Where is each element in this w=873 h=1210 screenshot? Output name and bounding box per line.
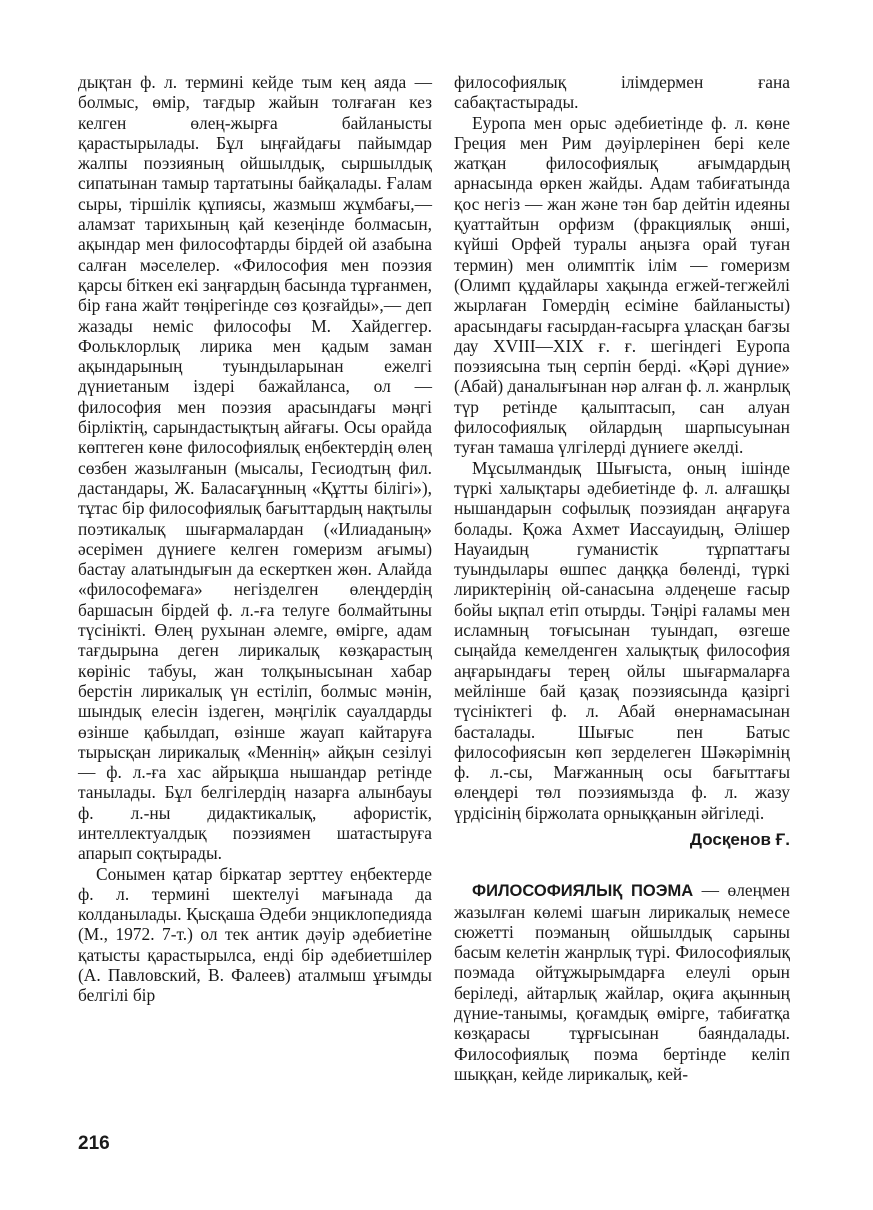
paragraph: Сонымен қатар біркатар зерттеу еңбектерде ф. л. термині шектелуі мағынада да колданылады. Қысқаша Әдеби энциклопедияда (М., 1972. 7-т.) ол тек антик дәуір әдебиетіне қатысты қарастырылса, енді бір әдебиетшілер (А. Павловский, В. Фалеев) аталмыш ұғымды белгілі бір	[78, 863, 432, 1006]
paragraph: философиялық ілімдермен ғана сабақтастырады.	[454, 72, 790, 113]
entry-text: — өлеңмен жазылған көлемі шағын лирикалық немесе сюжетті поэманың ойшылдық сарыны басым келетін жанрлық түрі. Философиялық поэмада ойтұжырымдарға елеулі орын беріледі, айтарлық жайлар, оқиға ақынның дүние-танымы, қоғамдық өмірге, табиғатқа көзқарасы тұрғысынан баяндалады. Философиялық поэма бертінде келіп шыққан, кейде лирикалық, кей-	[454, 880, 790, 1084]
paragraph: Еуропа мен орыс әдебиетінде ф. л. көне Греция мен Рим дәуірлерінен бері келе жатқан философиялық ағымдардың арнасында өркен жайды. Адам табиғатында қос негіз — жан және тән бар дейтін идеяны қуаттайтын орфизм (фракциялық әнші, күйші Орфей туралы аңызға орай туған термин) мен олимптік ілім — гомеризм (Олимп құдайлары хақында егжей-тегжейлі жырлаған Гомердің есіміне байланысты) арасындағы ғасырдан-ғасырға ұласқан бағзы дау XVIII—XIX ғ. ғ. шегіндегі Еуропа поэзиясына тың серпін берді. «Қәрі дүние» (Абай) даналығынан нәр алған ф. л. жанрлық түр ретінде қалыптасып, сан алуан философиялық ойлардың шарпысуынан туған тамаша үлгілерді дүниеге әкелді.	[454, 112, 790, 458]
page-number: 216	[78, 1133, 110, 1154]
dictionary-entry	[454, 880, 790, 1084]
left-column	[78, 72, 432, 1006]
paragraph: дықтан ф. л. термині кейде тым кең аяда — болмыс, өмір, тағдыр жайын толғаған кез келген өлең-жырға байланысты қарастырылады. Бұл ыңғайдағы пайымдар жалпы поэзияның ойшылдық, сыршылдық сипатынан тамыр тартатыны байқалады. Ғалам сыры, тіршілік құпиясы, жазмыш жұмбағы,— аламзат тарихының қай кезеңінде болмасын, ақындар мен философтарды бірдей ой азабына салған мәселелер. «Философия мен поэзия қарсы біткен екі заңғардың басында тұрғанмен, бір ғана жайт төңірегінде сөз қозғайды»,— деп жазады неміс философы М. Хайдеггер. Фольклорлық лирика мен қадым заман ақындарының туындыларынан ежелгі дүниетаным іздері бажайланса, ол — философия мен поэзия арасындағы мәңгі бірліктің, сарындастықтың айғағы. Осы орайда көптеген көне философиялық еңбектердің өлең сөзбен жазылғанын (мысалы, Гесиодтың фил. дастандары, Ж. Баласағұнның «Құтты білігі»), тұтас бір философиялық бағыттардың нақтылы поэтикалық шығармалардан («Илиаданың» әсерімен дүниеге келген гомеризм ағымы) бастау алатындығын да ескерткен жөн. Алайда «философемаға» негізделген өлеңдердің баршасын бірдей ф. л.-ға телуге болмайтыны түсінікті. Өлең рухынан әлемге, өмірге, адам тағдырына деген лирикалық көзқарастың көрініс табуы, жан толқынысынан хабар берстін лирикалық үн естіліп, болмыс мәнін, шындық елесін іздеген, мәңгілік сауалдарды өзінше қабылдап, өзінше жауап кайтаруға тырысқан лирикалық «Меннің» айқын сезілуі — ф. л.-ға хас айрықша нышандар ретінде танылады. Бұл белгілердің назарға алынбауы ф. л.-ны дидактикалық, афористік, интеллектуалдық поэзиямен шатастыруға апарып соқтырады.	[78, 72, 432, 864]
paragraph: Мұсылмандық Шығыста, оның ішінде түркі халықтары әдебиетінде ф. л. алғашқы нышандарын софылық поэзиядан аңғаруға болады. Қожа Ахмет Иассауидың, Әлішер Науаидың гуманистік тұрпаттағы туындылары өшпес даңққа бөленді, түркі лириктерінің ой-санасына әлдеңеше ғасыр бойы ықпал етіп отырды. Тәңірі ғаламы мен исламның тоғысынан туындап, өзгеше сыңайда кемелденген халықтық философия аңғарындағы терең ойлы шығармаларға мейлінше бай қазақ поэзиясында қазіргі түсініктегі ф. л. Абай өнернамасынан басталады. Шығыс пен Батыс философиясын көп зерделеген Шәкәрімнің ф. л.-сы, Мағжанның осы бағыттағы өлеңдері төл поэзиямызда ф. л. жазу үрдісінің біржолата орныққанын әйгіледі.	[454, 457, 790, 823]
entry-term: ФИЛОСОФИЯЛЫҚ ПОЭМА	[472, 882, 694, 901]
right-column	[454, 72, 790, 1084]
author-signature: Досқенов Ғ.	[689, 829, 790, 849]
